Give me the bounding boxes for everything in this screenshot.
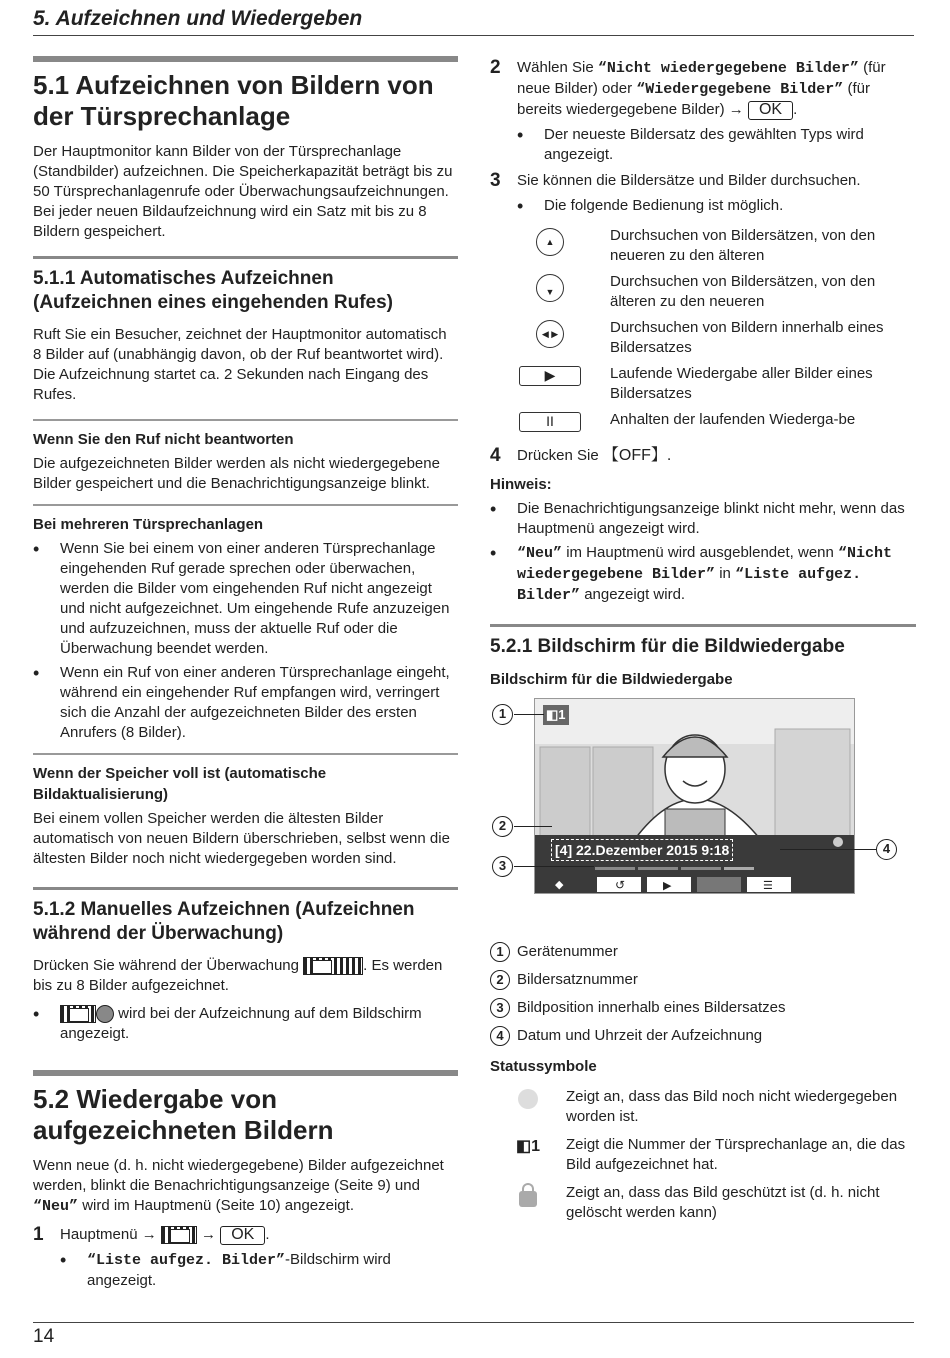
section-5-2-1-title: 5.2.1 Bildschirm für die Bildwiedergabe <box>490 636 845 657</box>
lock-icon <box>519 1191 537 1207</box>
memory-full-body: Bei einem vollen Speicher werden die ältesten Bilder automatisch von neuen Bildern überschrieben, selbst wenn die ältesten Bilder noch nicht wiedergegeben worden sind. <box>33 810 450 867</box>
navigator-left-right-icon: ◀ ▶ <box>536 320 564 348</box>
legend-item: 2 Bildersatznummer <box>490 970 916 990</box>
unplayed-dot-icon <box>518 1089 538 1109</box>
playback-screen-figure <box>490 698 916 906</box>
step-1: 1 Hauptmenü → → OK . <box>33 1224 270 1245</box>
svg-text:◆: ◆ <box>555 879 564 891</box>
page-header-title: 5. Aufzeichnen und Wiedergeben <box>33 7 363 30</box>
operation-row: ▼ Durchsuchen von Bildersätzen, von den älteren zu den neueren <box>490 272 916 312</box>
svg-text:▶: ▶ <box>663 880 672 892</box>
callout-1: 1 <box>492 704 513 725</box>
ok-button-icon: OK <box>748 101 793 120</box>
screen-caption: Bildschirm für die Bildwiedergabe <box>490 671 733 688</box>
door-station-icon: ◧1 <box>515 1138 541 1156</box>
legend-item: 4 Datum und Uhrzeit der Aufzeichnung <box>490 1026 916 1046</box>
operation-row: ◀ ▶ Durchsuchen von Bildern innerhalb eines Bildersatzes <box>490 318 916 358</box>
section-divider <box>33 256 458 259</box>
play-icon: ▶ <box>519 366 581 386</box>
step-3: 3 Sie können die Bildersätze und Bilder durchsuchen. <box>490 170 861 191</box>
header-rule <box>33 35 914 36</box>
list-item: • Die folgende Bedienung ist möglich. <box>517 196 784 216</box>
subsection-divider <box>33 753 458 755</box>
subsection-divider <box>33 504 458 506</box>
operation-row: II Anhalten der laufenden Wiederga-be <box>490 410 916 432</box>
section-divider <box>33 1070 458 1076</box>
footer-rule <box>33 1322 914 1323</box>
multi-door-title: Bei mehreren Türsprechanlagen <box>33 516 264 533</box>
record-info-box <box>551 839 733 861</box>
list-item: • “Neu” im Hauptmenü wird ausgeblendet, wenn “Nicht wiedergegebene Bilder” in “Liste aufgez. Bilder” angezeigt wird. <box>490 543 893 604</box>
section-5-2-body: Wenn neue (d. h. nicht wiedergegebene) Bilder aufgezeichnet werden, blinkt die Benachrichtigungsanzeige (Seite 9) und “Neu” wird im Hauptmenü (Seite 10) angezeigt. <box>33 1157 444 1215</box>
no-answer-body: Die aufgezeichneten Bilder werden als nicht wiedergegebene Bilder gespeichert und die Benachrichtigungsanzeige blinkt. <box>33 455 440 492</box>
svg-text:☰: ☰ <box>763 880 773 892</box>
svg-text:↺: ↺ <box>615 878 626 892</box>
section-divider <box>33 56 458 62</box>
list-item: • “Liste aufgez. Bilder”-Bildschirm wird angezeigt. <box>60 1250 391 1289</box>
no-answer-title: Wenn Sie den Ruf nicht beantworten <box>33 431 294 448</box>
ok-button-icon: OK <box>220 1226 265 1245</box>
navigator-down-icon: ▼ <box>536 274 564 302</box>
section-5-1-2-title: 5.1.2 Manuelles Aufzeichnen (Aufzeichnen während der Überwachung) <box>33 899 415 944</box>
hint-title: Hinweis: <box>490 476 552 493</box>
playback-screen <box>534 698 855 894</box>
status-row: ◧1 Zeigt die Nummer der Türsprechanlage an, die das Bild aufgezeichnet hat. <box>515 1136 906 1174</box>
callout-4: 4 <box>876 839 897 860</box>
right-column <box>490 58 916 1231</box>
operation-row: ▶ Laufende Wiedergabe aller Bilder eines Bildersatzes <box>490 364 916 404</box>
recording-indicator-icon <box>60 1005 96 1023</box>
legend-item: 3 Bildposition innerhalb eines Bildersatzes <box>490 998 916 1018</box>
record-button-icon <box>303 957 363 975</box>
step-2: 2 Wählen Sie “Nicht wiedergegebene Bilder” (für neue Bilder) oder “Wiedergegebene Bilder” (für bereits wiedergegebene Bilder) → OK . <box>490 57 886 118</box>
callout-line <box>514 714 544 715</box>
memory-full-title: Wenn der Speicher voll ist (automatische Bildaktualisierung) <box>33 765 327 803</box>
legend-item: 1 Gerätenummer <box>490 942 916 962</box>
page-number: 14 <box>33 1326 55 1347</box>
record-datetime: 22.Dezember 2015 9:18 <box>576 842 730 858</box>
navigator-up-icon: ▲ <box>536 228 564 256</box>
callout-line <box>514 826 552 827</box>
section-5-1-1-title: 5.1.1 Automatisches Aufzeichnen (Aufzeichnen eines eingehenden Rufes) <box>33 268 393 313</box>
list-item: • wird bei der Aufzeichnung auf dem Bildschirm angezeigt. <box>33 1004 422 1042</box>
step-4: 4 Drücken Sie 【OFF】. <box>490 445 672 466</box>
list-item: • Die Benachrichtigungsanzeige blinkt nicht mehr, wenn das Hauptmenü angezeigt wird. <box>490 499 905 537</box>
list-item: • Wenn ein Ruf von einer anderen Türsprechanlage eingeht, während ein eingehender Ruf empfangen wird, verringert sich die Anzahl der aufgezeichneten Bilder des ersten Anrufers (8 Bilder). <box>33 663 450 741</box>
section-5-2-title: 5.2 Wiedergabe von aufgezeichneten Bildern <box>33 1084 334 1145</box>
operation-row: ▲ Durchsuchen von Bildersätzen, von den neueren zu den älteren <box>490 226 916 266</box>
status-row: Zeigt an, dass das Bild geschützt ist (d. h. nicht gelöscht werden kann) <box>490 1183 916 1223</box>
callout-line <box>780 849 876 850</box>
subsection-divider <box>33 419 458 421</box>
pause-icon: II <box>519 412 581 432</box>
list-item: • Wenn Sie bei einem von einer anderen Türsprechanlage eingehenden Ruf gerade sprechen oder überwachen, werden die Bilder vom eingehenden Ruf nicht angezeigt und nicht aufgezeichnet. Um eingehende Rufe anzuzeigen und aufzuzeichnen, muss der aktuelle Ruf oder die Überwachung beendet werden. <box>33 539 450 657</box>
device-number-indicator: ◧1 <box>543 705 569 725</box>
section-5-1-title: 5.1 Aufzeichnen von Bildern von der Türsprechanlage <box>33 70 434 131</box>
section-divider <box>490 624 916 627</box>
section-5-1-2-body: Drücken Sie während der Überwachung . Es werden bis zu 8 Bilder aufgezeichnet. <box>33 957 443 994</box>
section-5-1-1-body: Ruft Sie ein Besucher, zeichnet der Hauptmonitor automatisch 8 Bilder auf (unabhängig davon, ob der Ruf beantwortet wird). Die Aufzeichnung startet ca. 2 Sekunden nach Eingang des Rufes. <box>33 326 447 403</box>
image-set-number: [4] <box>555 842 573 858</box>
record-dot-icon <box>96 1005 114 1023</box>
section-5-1-body: Der Hauptmonitor kann Bilder von der Türsprechanlage (Standbilder) aufzeichnen. Die Speicherkapazität beträgt bis zu 50 Türsprechanlagenrufe oder Überwachungsaufzeichnungen. Bei jeder neuen Bildaufzeichnung wird ein Satz mit bis zu 8 Bildern gespeichert. <box>33 143 453 240</box>
callout-2: 2 <box>492 816 513 837</box>
callout-3: 3 <box>492 856 513 877</box>
status-symbols-title: Statussymbole <box>490 1058 597 1076</box>
section-divider <box>33 887 458 890</box>
visitor-image <box>535 699 855 894</box>
left-column <box>33 56 458 1295</box>
recorded-images-icon <box>161 1226 197 1244</box>
callout-line <box>514 866 594 867</box>
list-item: • Der neueste Bildersatz des gewählten Typs wird angezeigt. <box>517 125 864 163</box>
status-row: Zeigt an, dass das Bild noch nicht wiedergegeben worden ist. <box>490 1087 916 1127</box>
